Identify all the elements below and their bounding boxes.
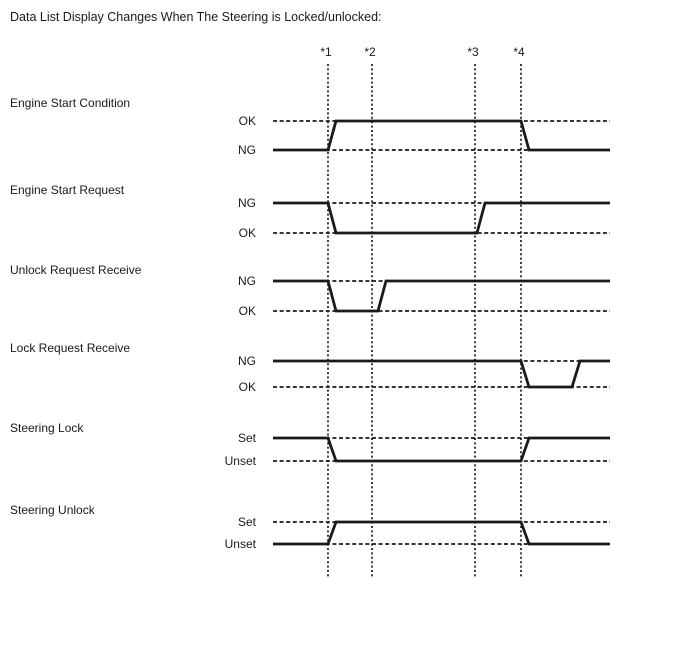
signal-waveform (273, 361, 610, 387)
marker-label-1: *1 (320, 45, 332, 59)
marker-label-4: *4 (513, 45, 525, 59)
level-label: Set (237, 515, 256, 529)
level-label: Set (237, 431, 256, 445)
signal-waveform (273, 522, 610, 544)
signal-name: Unlock Request Receive (10, 263, 142, 277)
level-label: Unset (224, 454, 256, 468)
marker-label-3: *3 (467, 45, 479, 59)
marker-label-2: *2 (364, 45, 376, 59)
level-label: OK (238, 114, 256, 128)
diagram-title: Data List Display Changes When The Steering is Locked/unlocked: (10, 10, 382, 24)
level-label: OK (238, 304, 256, 318)
signal-waveform (273, 121, 610, 150)
signal-name: Steering Lock (10, 421, 84, 435)
signal-waveform (273, 281, 610, 311)
level-label: NG (238, 274, 256, 288)
level-label: OK (238, 226, 256, 240)
level-label: OK (238, 380, 256, 394)
level-label: NG (238, 354, 256, 368)
signal-waveform (273, 203, 610, 233)
level-label: Unset (224, 537, 256, 551)
signal-name: Engine Start Condition (10, 96, 131, 110)
level-label: NG (238, 196, 256, 210)
signal-name: Lock Request Receive (10, 341, 131, 355)
level-label: NG (238, 143, 256, 157)
signal-waveform (273, 438, 610, 461)
signal-name: Steering Unlock (10, 503, 95, 517)
signal-name: Engine Start Request (10, 183, 125, 197)
